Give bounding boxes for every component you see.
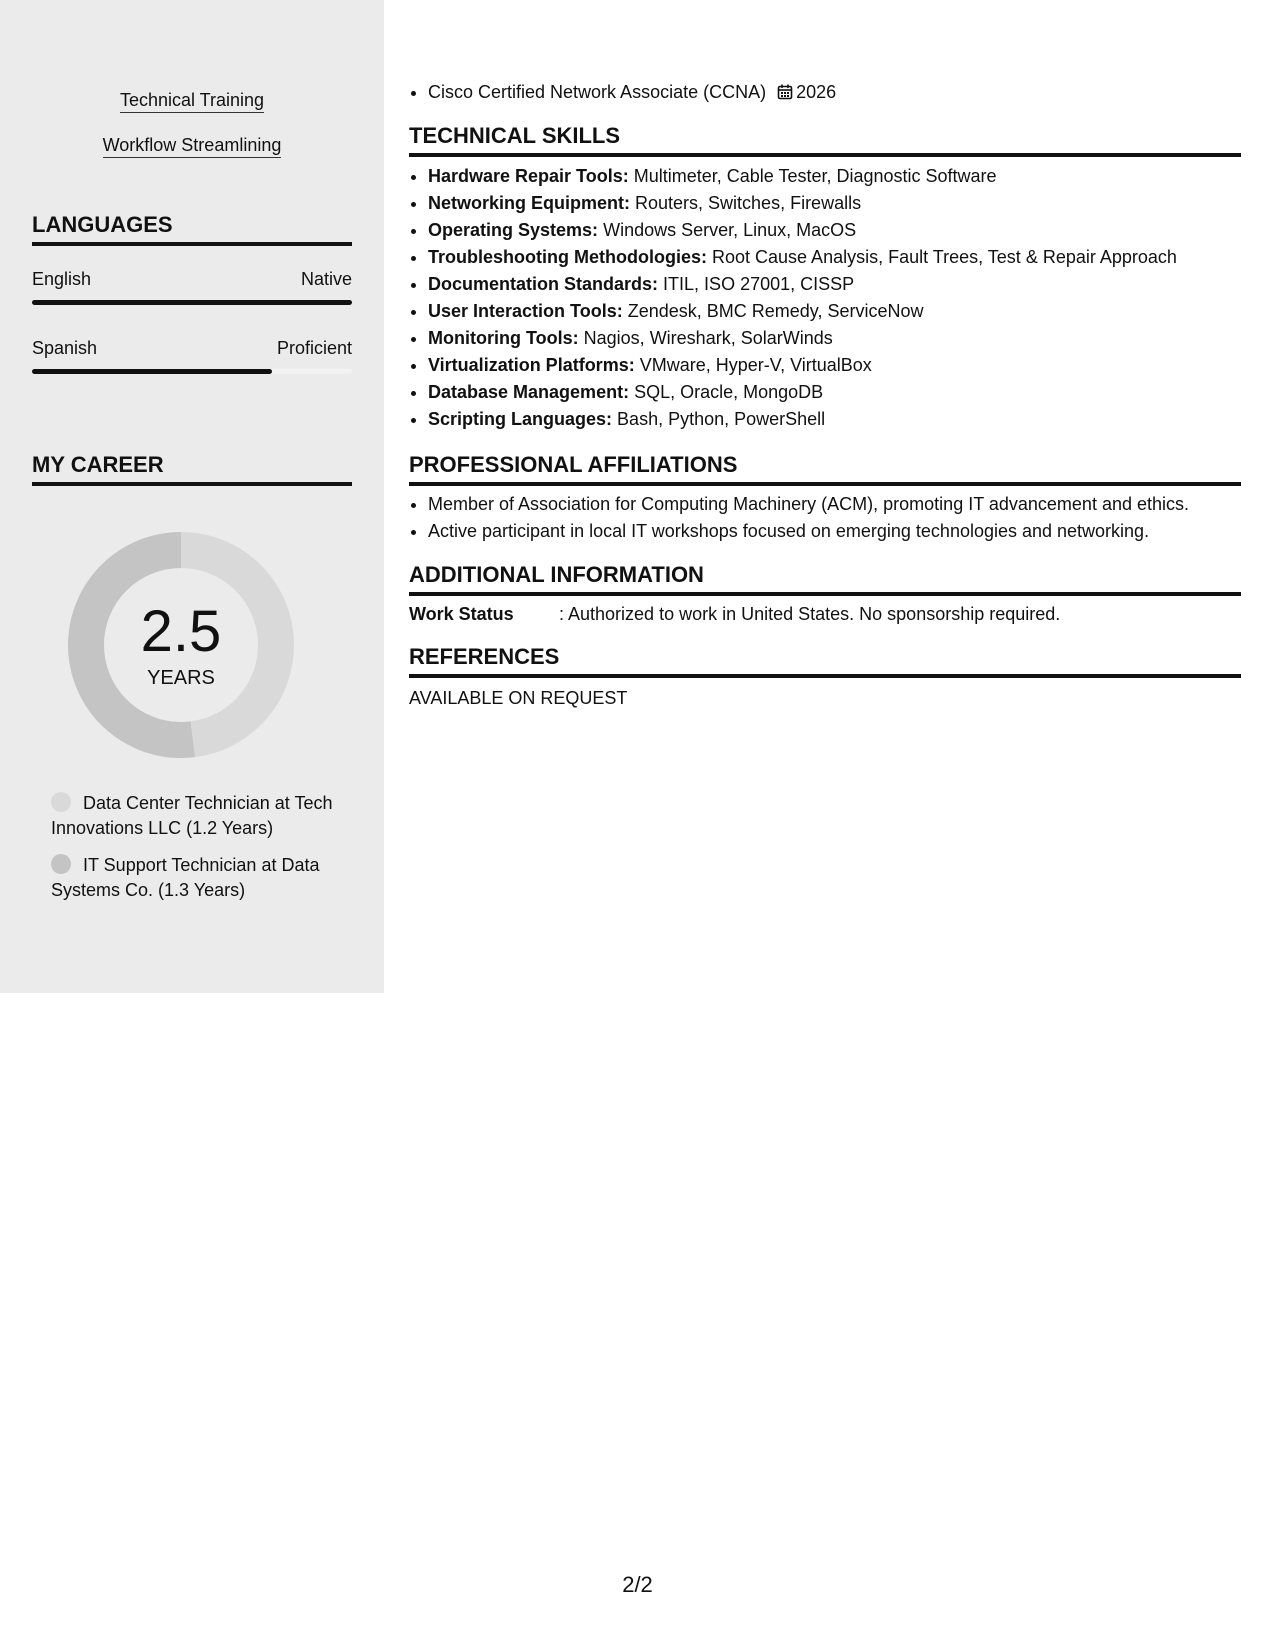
language-name: English <box>32 269 92 289</box>
career-total-unit: YEARS <box>147 667 215 689</box>
page-number: 2/2 <box>622 1572 653 1597</box>
technical-skill-value: Windows Server, Linux, MacOS <box>603 220 857 240</box>
language-bar-fill <box>32 369 272 374</box>
languages-heading: LANGUAGES <box>32 212 352 246</box>
technical-skill-value: Routers, Switches, Firewalls <box>635 193 862 213</box>
career-heading: MY CAREER <box>32 452 352 486</box>
technical-skill-label: Database Management: <box>428 382 630 402</box>
career-total-value: 2.5 <box>140 599 222 664</box>
career-legend-text: IT Support Technician at Data Systems Co. (1.3 Years) <box>51 855 320 900</box>
strength-label: Workflow Streamlining <box>103 135 282 158</box>
technical-skill-item <box>428 298 1241 325</box>
work-status-value: : Authorized to work in United States. No sponsorship required. <box>559 604 1061 624</box>
technical-skill-item <box>428 271 1241 298</box>
certification-name: Cisco Certified Network Associate (CCNA) <box>428 82 767 102</box>
technical-skill-label: User Interaction Tools: <box>428 301 623 321</box>
technical-skill-item <box>428 217 1241 244</box>
affiliations-list <box>409 491 1241 545</box>
additional-info-heading: ADDITIONAL INFORMATION <box>409 562 1241 596</box>
certification-list <box>409 79 1241 106</box>
technical-skill-item <box>428 190 1241 217</box>
technical-skill-item <box>428 163 1241 190</box>
technical-skill-label: Troubleshooting Methodologies: <box>428 247 707 267</box>
technical-skill-value: Root Cause Analysis, Fault Trees, Test & Repair Approach <box>712 247 1177 267</box>
affiliation-item: • Member of Association for Computing Machinery (ACM), promoting IT advancement and ethics. <box>428 491 1241 518</box>
legend-dot-icon <box>51 854 71 874</box>
work-status-row <box>409 602 1241 626</box>
language-bar-fill <box>32 300 352 305</box>
certification-year: 2026 <box>796 82 837 102</box>
certification-item <box>428 79 1241 106</box>
work-status-label: Work Status <box>409 604 514 624</box>
language-level: Native <box>300 269 352 289</box>
technical-skill-value: SQL, Oracle, MongoDB <box>634 382 824 402</box>
language-bar <box>32 369 352 374</box>
technical-skill-label: Hardware Repair Tools: <box>428 166 629 186</box>
technical-skill-item <box>428 406 1241 433</box>
technical-skill-value: Bash, Python, PowerShell <box>617 409 826 429</box>
career-legend-text: Data Center Technician at Tech Innovations LLC (1.2 Years) <box>51 793 333 838</box>
technical-skill-label: Networking Equipment: <box>428 193 630 213</box>
sidebar <box>0 0 384 993</box>
technical-skill-item <box>428 352 1241 379</box>
technical-skill-label: Virtualization Platforms: <box>428 355 635 375</box>
technical-skill-item <box>428 244 1241 271</box>
strength-tag <box>0 134 384 156</box>
technical-skill-item <box>428 379 1241 406</box>
technical-skill-label: Scripting Languages: <box>428 409 613 429</box>
language-level: Proficient <box>276 338 352 358</box>
legend-dot-icon <box>51 792 71 812</box>
technical-skill-label: Operating Systems: <box>428 220 599 240</box>
calendar-icon <box>777 84 793 100</box>
technical-skill-value: ITIL, ISO 27001, CISSP <box>663 274 855 294</box>
references-heading: REFERENCES <box>409 644 1241 678</box>
technical-skill-value: Multimeter, Cable Tester, Diagnostic Software <box>633 166 997 186</box>
references-text: AVAILABLE ON REQUEST <box>409 688 628 708</box>
technical-skill-label: Monitoring Tools: <box>428 328 579 348</box>
affiliation-item: • Active participant in local IT workshops focused on emerging technologies and networking. <box>428 518 1241 545</box>
technical-skill-value: Nagios, Wireshark, SolarWinds <box>583 328 833 348</box>
technical-skill-value: VMware, Hyper-V, VirtualBox <box>639 355 872 375</box>
technical-skill-label: Documentation Standards: <box>428 274 659 294</box>
strength-tag <box>0 89 384 111</box>
career-legend-item <box>51 791 351 841</box>
strength-label: Technical Training <box>120 90 264 113</box>
language-name: Spanish <box>32 338 98 358</box>
technical-skills-list <box>409 163 1241 433</box>
technical-skill-item <box>428 325 1241 352</box>
language-bar <box>32 300 352 305</box>
technical-skill-value: Zendesk, BMC Remedy, ServiceNow <box>627 301 924 321</box>
affiliations-heading: PROFESSIONAL AFFILIATIONS <box>409 452 1241 486</box>
technical-skills-heading: TECHNICAL SKILLS <box>409 123 1241 157</box>
career-legend-item <box>51 853 351 903</box>
